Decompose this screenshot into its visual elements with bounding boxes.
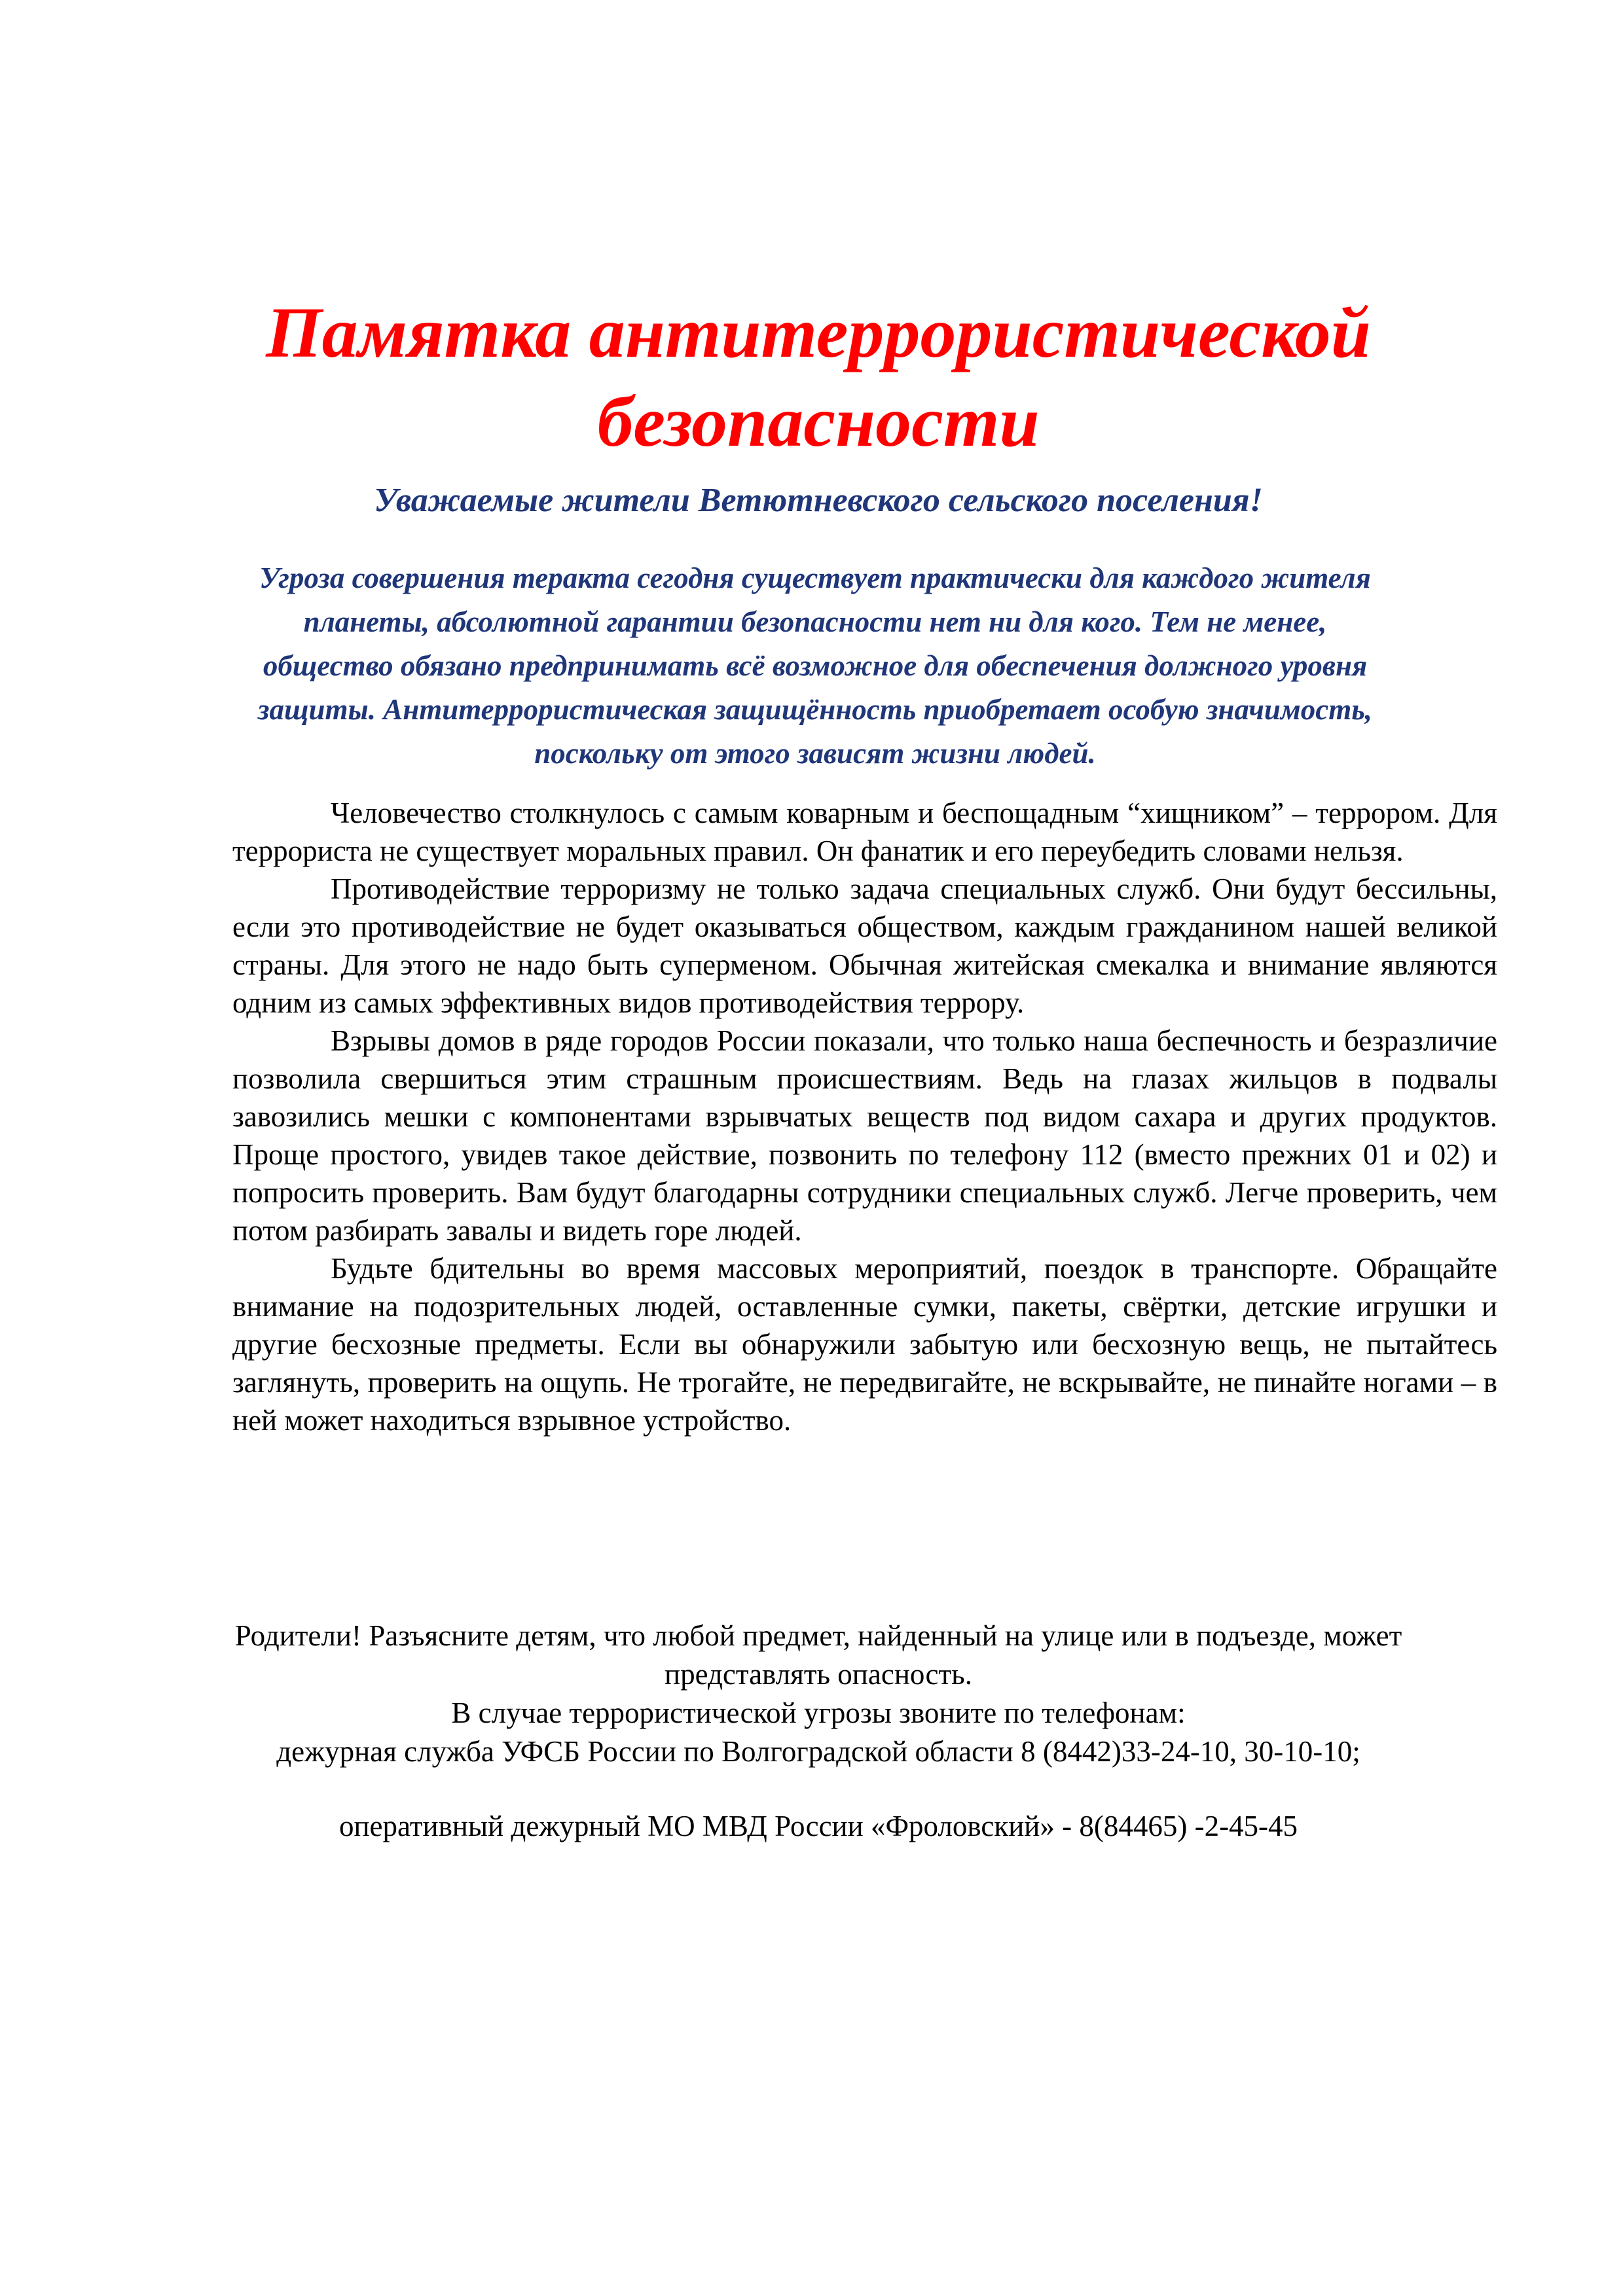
greeting-heading: Уважаемые жители Ветютневского сельского поселения! <box>374 482 1263 519</box>
contact-section <box>196 1617 1440 1846</box>
body-paragraph: Взрывы домов в ряде городов России показали, что только наша беспечность и безразличие позволила свершиться этим страшным происшествиям. Ведь на глазах жильцов в подвалы завозились мешки с компонентами взрывчатых веществ под видом сахара и других продуктов. Проще простого, увидев такое действие, позвонить по телефону 112 (вместо прежних 01 и 02) и попросить проверить. Вам будут благодарны сотрудники специальных служб. Легче проверить, чем потом разбирать завалы и видеть горе людей. <box>232 1024 1497 1247</box>
body-paragraph: Человечество столкнулось с самым коварным и беспощадным “хищником” – террором. Для террориста не существует моральных правил. Он фанатик и его переубедить словами нельзя. <box>232 797 1497 867</box>
body-paragraph: Будьте бдительны во время массовых мероприятий, поездок в транспорте. Обращайте внимание на подозрительных людей, оставленные сумки, пакеты, свёртки, детские игрушки и другие бесхозные предметы. Если вы обнаружили забытую или бесхозную вещь, не пытайтесь заглянуть, проверить на ощупь. Не трогайте, не передвигайте, не вскрывайте, не пинайте ногами – в ней может находиться взрывное устройство. <box>232 1252 1497 1437</box>
phone-fsb: дежурная служба УФСБ России по Волгоградской области 8 (8442)33-24-10, 30-10-10; <box>276 1735 1360 1768</box>
intro-paragraph: Угроза совершения теракта сегодня существует практически для каждого жителя планеты, абсолютной гарантии безопасности нет ни для кого. Тем не менее, общество обязано предпринимать всё возможное для обеспечения должного уровня защиты. Антитеррористическая защищённость приобретает особую значимость, поскольку от этого зависят жизни людей. <box>257 562 1373 770</box>
page-title: Памятка антитеррористической безопасности <box>266 293 1371 461</box>
body-paragraph: Противодействие терроризму не только задача специальных служб. Они будут бессильны, если это противодействие не будет оказываться обществом, каждым гражданином нашей великой страны. Для этого не надо быть суперменом. Обычная житейская смекалка и внимание являются одним из самых эффективных видов противодействия террору. <box>232 872 1497 1019</box>
main-text <box>232 794 1497 1439</box>
parents-note: Родители! Разъясните детям, что любой предмет, найденный на улице или в подъезде, может представлять опасность. <box>234 1619 1402 1691</box>
phone-mvd: оперативный дежурный МО МВД России «Фроловский» - 8(84465) -2-45-45 <box>338 1810 1298 1842</box>
call-prompt: В случае террористической угрозы звоните по телефонам: <box>451 1696 1186 1729</box>
